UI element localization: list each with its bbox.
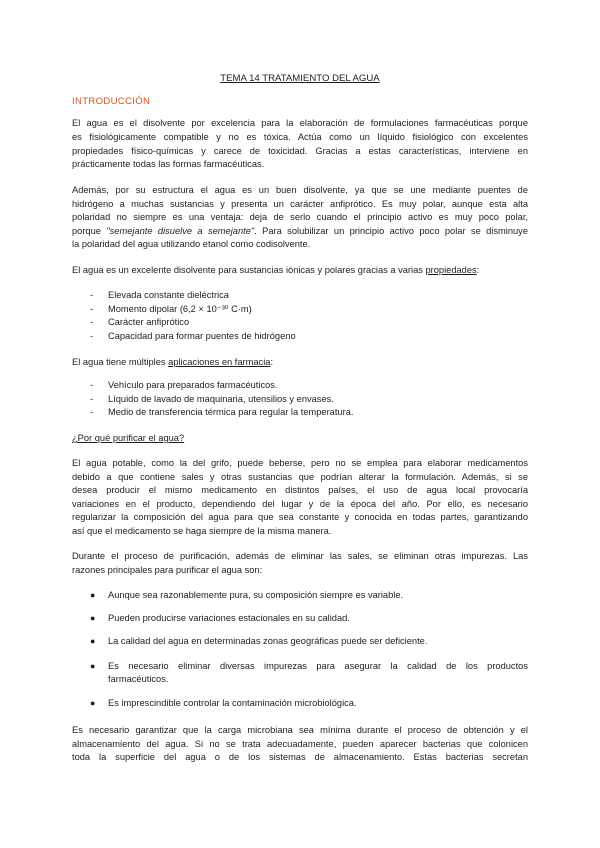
list-item-line-2: farmacéuticos. [108,674,169,684]
list-item: La calidad del agua en determinadas zonas geográficas puede ser deficiente. [108,636,428,646]
paragraph-7-line-3: toda la superficie del agua o de los sistemas de almacenamiento. Estas bacterias secretan [72,752,528,762]
list-item: Momento dipolar (6,2 × 10⁻³⁰ C·m) [108,304,252,314]
document-title: TEMA 14 TRATAMIENTO DEL AGUA [220,73,380,84]
list-bullet: - [90,304,94,314]
list-bullet: - [90,407,94,417]
quote-semejante: "semejante disuelve a semejante" [106,226,255,236]
list-item: Carácter anfiprótico [108,317,190,327]
paragraph-5-line-5: regularizar la composición del agua para que sea constante y conocida en todas partes, garantizando [72,512,528,522]
list-bullet: - [90,380,94,390]
link-aplicaciones[interactable]: aplicaciones en farmacia [168,357,271,367]
list-bullet: ● [90,613,96,623]
paragraph-6-line-1: Durante el proceso de purificación, además de eliminar las sales, se eliminan otras impurezas. Las [72,551,528,561]
link-propiedades[interactable]: propiedades [425,265,477,275]
paragraph-3: El agua es un excelente disolvente para sustancias iónicas y polares gracias a varias propiedades: [72,265,480,275]
list-bullet: ● [90,698,96,708]
list-item: Pueden producirse variaciones estacionales en su calidad. [108,613,350,623]
paragraph-2-line-1: Además, por su estructura el agua es un buen disolvente, ya que se une mediante puentes de [72,185,528,195]
paragraph-6-line-2: razones principales para purificar el agua son: [72,565,263,575]
list-item: Es imprescindible controlar la contaminación microbiológica. [108,698,357,708]
list-bullet: ● [90,661,96,671]
list-bullet: - [90,331,94,341]
list-bullet: - [90,394,94,404]
paragraph-1-line-1: El agua es el disolvente por excelencia para la elaboración de formulaciones farmacéuticas porque [72,118,528,128]
paragraph-4: El agua tiene múltiples aplicaciones en farmacia: [72,357,274,367]
list-item-line-1: Es necesario eliminar diversas impurezas para asegurar la calidad de los productos [108,661,528,671]
paragraph-5-line-2: debido a que contiene sales y otras sustancias que podrían alterar la formulación. Además, si se [72,472,528,482]
paragraph-1-line-3: propiedades físico-químicas y carece de toxicidad. Gracias a estas características, interviene en [72,146,528,156]
paragraph-2-line-2: hidrógeno a muchas sustancias y presenta un carácter anfiprótico. Es muy polar, aunque esta alta [72,199,528,209]
paragraph-5-line-6: así que el medicamento se haga siempre de la misma manera. [72,526,332,536]
list-item: Capacidad para formar puentes de hidrógeno [108,331,296,341]
paragraph-1-line-4: prácticamente todas las formas farmacéuticas. [72,159,265,169]
paragraph-2-line-5: la polaridad del agua utilizando etanol como codisolvente. [72,239,311,249]
list-bullet: - [90,317,94,327]
section-heading-question: ¿Por qué purificar el agua? [72,433,185,443]
list-item: Medio de transferencia térmica para regular la temperatura. [108,407,354,417]
list-item: Líquido de lavado de maquinaria, utensilios y envases. [108,394,334,404]
paragraph-2-line-3: polaridad no siempre es una ventaja: deja de serlo cuando el principio activo es muy poco polar, [72,212,528,222]
paragraph-1-line-2: es fisiológicamente compatible y no es tóxica. Actúa como un líquido fisiológico con excelentes [72,132,528,142]
paragraph-7-line-1: Es necesario garantizar que la carga microbiana sea mínima durante el proceso de obtención y el [72,725,528,735]
list-bullet: ● [90,590,96,600]
paragraph-5-line-3: desea producir el mismo medicamento en distintos países, el uso de agua local provocaría [72,485,528,495]
paragraph-2-line-4: porque "semejante disuelve a semejante". Para solubilizar un principio activo poco polar se disminuye [72,226,528,236]
section-heading-introduccion: INTRODUCCIÓN [72,96,151,107]
paragraph-7-line-2: almacenamiento del agua. Si no se trata adecuadamente, pueden aparecer bacterias que colonicen [72,739,528,749]
list-bullet: ● [90,636,96,646]
paragraph-5-line-4: variaciones en el producto, dependiendo del lugar y de la época del año. Por ello, es necesario [72,499,528,509]
paragraph-5-line-1: El agua potable, como la del grifo, puede beberse, pero no se emplea para elaborar medicamentos [72,458,528,468]
list-bullet: - [90,290,94,300]
list-item: Elevada constante dieléctrica [108,290,229,300]
list-item: Aunque sea razonablemente pura, su composición siempre es variable. [108,590,404,600]
list-item: Vehículo para preparados farmacéuticos. [108,380,278,390]
